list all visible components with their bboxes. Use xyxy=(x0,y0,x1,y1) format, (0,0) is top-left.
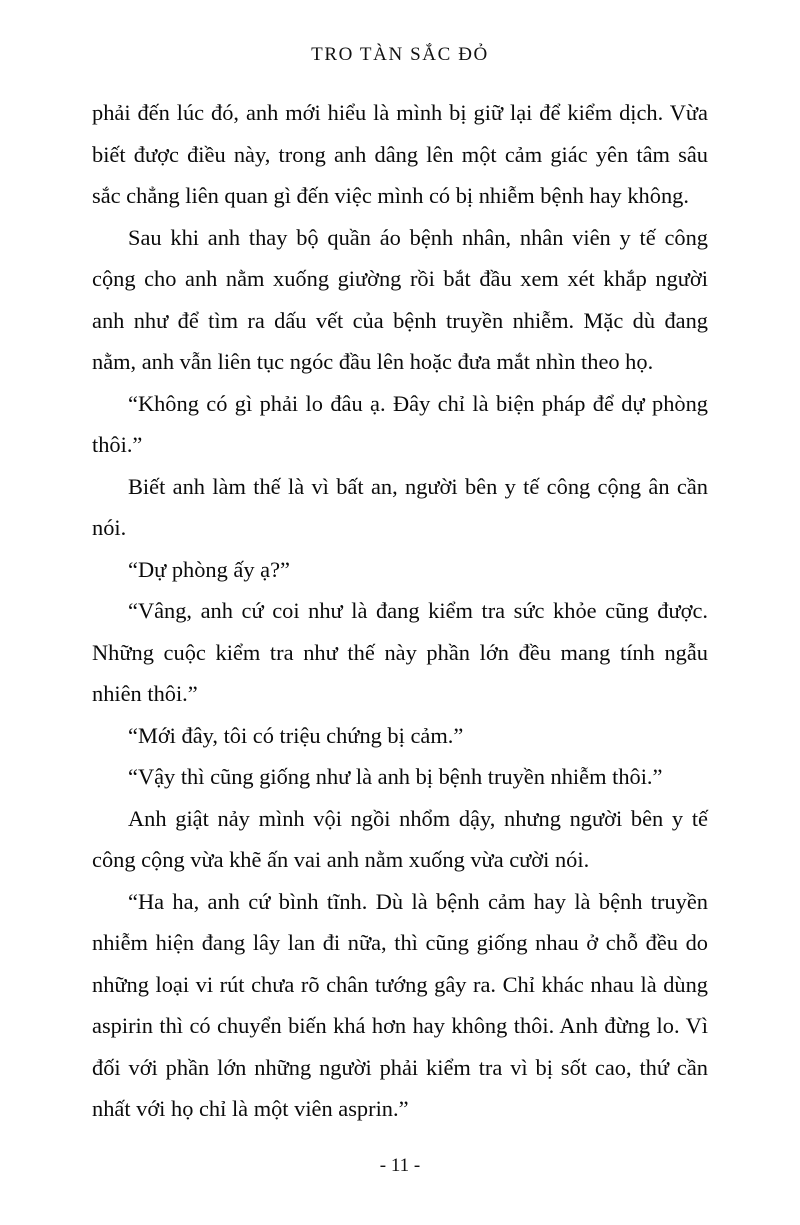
paragraph: “Vậy thì cũng giống như là anh bị bệnh truyền nhiễm thôi.” xyxy=(128,764,663,789)
page-body xyxy=(92,92,708,1130)
paragraph: “Vâng, anh cứ coi như là đang kiểm tra sức khỏe cũng được. Những cuộc kiểm tra như thế này phần lớn đều mang tính ngẫu nhiên thôi.” xyxy=(92,598,708,706)
paragraph: “Ha ha, anh cứ bình tĩnh. Dù là bệnh cảm hay là bệnh truyền nhiễm hiện đang lây lan đi nữa, thì cũng giống nhau ở chỗ đều do những loại vi rút chưa rõ chân tướng gây ra. Chỉ khác nhau là dùng aspirin thì có chuyển biến khá hơn hay không thôi. Anh đừng lo. Vì đối với phần lớn những người phải kiểm tra vì bị sốt cao, thứ cần nhất với họ chỉ là một viên asprin.” xyxy=(92,888,708,1121)
paragraph: Anh giật nảy mình vội ngồi nhổm dậy, nhưng người bên y tế công cộng vừa khẽ ấn vai anh nằm xuống vừa cười nói. xyxy=(92,805,708,872)
paragraph: phải đến lúc đó, anh mới hiểu là mình bị giữ lại để kiểm dịch. Vừa biết được điều này, trong anh dâng lên một cảm giác yên tâm sâu sắc chẳng liên quan gì đến việc mình có bị nhiễm bệnh hay không. xyxy=(92,100,708,208)
paragraph: “Mới đây, tôi có triệu chứng bị cảm.” xyxy=(128,722,464,748)
paragraph: Biết anh làm thế là vì bất an, người bên y tế công cộng ân cần nói. xyxy=(92,473,708,540)
running-head: TRO TÀN SẮC ĐỎ xyxy=(311,44,489,65)
paragraph: “Không có gì phải lo đâu ạ. Đây chỉ là biện pháp để dự phòng thôi.” xyxy=(92,390,708,457)
paragraph: “Dự phòng ấy ạ?” xyxy=(128,556,290,582)
page-number: - 11 - xyxy=(379,1155,421,1176)
paragraph: Sau khi anh thay bộ quần áo bệnh nhân, nhân viên y tế công cộng cho anh nằm xuống giường rồi bắt đầu xem xét khắp người anh như để tìm ra dấu vết của bệnh truyền nhiễm. Mặc dù đang nằm, anh vẫn liên tục ngóc đầu lên hoặc đưa mắt nhìn theo họ. xyxy=(92,224,708,374)
